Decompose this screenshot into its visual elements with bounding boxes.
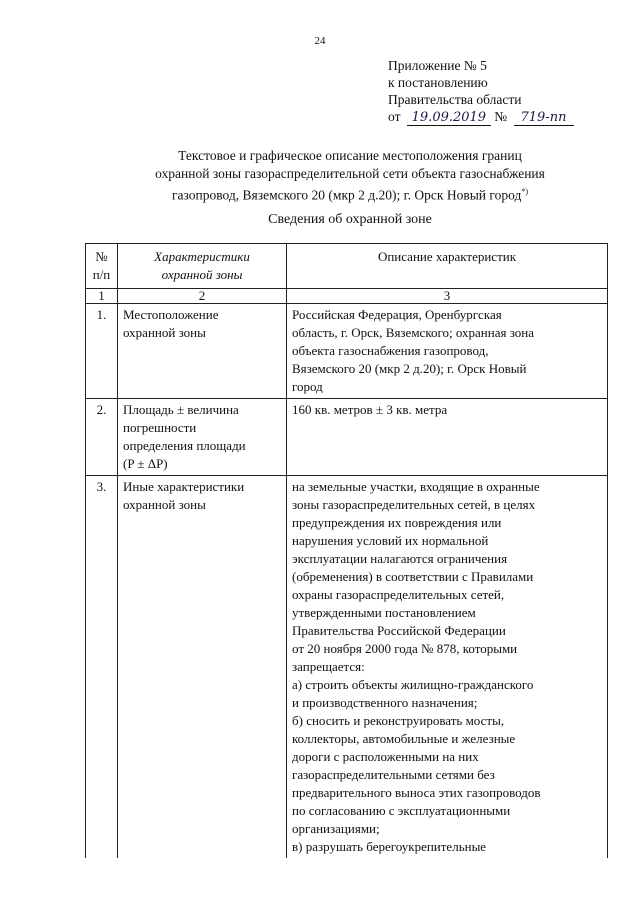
description-line: б) сносить и реконструировать мосты, [292,713,505,728]
description-line: Российская Федерация, Оренбургская [292,307,502,322]
appendix-block [388,57,574,126]
description-line: охраны газораспределительных сетей, [292,587,505,602]
page-number: 24 [314,35,326,47]
header-number-line-2: п/п [92,267,111,282]
appendix-date-line [388,108,574,126]
appendix-line-3: Правительства области [388,92,522,107]
description-line: 160 кв. метров ± 3 кв. метра [292,402,448,417]
description-line: Вяземского 20 (мкр 2 д.20); г. Орск Новый [292,361,527,376]
header-characteristics-line-1: Характеристики [154,249,250,264]
characteristic-name-line: Площадь ± величина [123,402,239,417]
description-line: в) разрушать берегоукрепительные [292,839,487,854]
title-line-2: охранной зоны газораспределительной сети объекта газоснабжения [155,166,545,181]
description-line: зоны газораспределительных сетей, в целях [292,497,536,512]
description-line: дороги с расположенными на них [292,749,479,764]
description-line: организациями; [292,821,380,836]
header-number [86,244,118,289]
description-line: город [292,379,323,394]
protection-zone-table [85,243,608,858]
description-line: предупреждения их повреждения или [292,515,502,530]
header-characteristics-line-2: охранной зоны [161,267,243,282]
description-line: нарушения условий их нормальной [292,533,489,548]
number-label: № [494,109,508,124]
table-row [86,399,608,476]
from-label: от [388,109,401,124]
row-number: 1. [86,304,118,399]
table-row [86,476,608,859]
description-line: газораспределительными сетями без [292,767,495,782]
title-line-3 [60,183,640,205]
characteristic-name-line: охранной зоны [123,497,206,512]
description-line: предварительного выноса этих газопроводов [292,785,541,800]
description-line: и производственного назначения; [292,695,478,710]
header-description: Описание характеристик [287,244,608,289]
description-line: эксплуатации налагаются ограничения [292,551,508,566]
handwritten-date: 19.09.2019 [407,111,491,126]
description-line: от 20 ноября 2000 года № 878, которыми [292,641,518,656]
appendix-line-1: Приложение № 5 [388,58,487,73]
footnote-mark: *) [521,187,528,196]
characteristic-name-line: (P ± ΔP) [123,456,168,471]
description-line: коллекторы, автомобильные и железные [292,731,516,746]
characteristic-name [118,476,287,859]
characteristic-name-line: определения площади [123,438,246,453]
handwritten-number: 719-пп [514,111,574,126]
title-line-1: Текстовое и графическое описание местоположения границ [178,148,522,163]
description-line: утвержденными постановлением [292,605,476,620]
table-row [86,304,608,399]
characteristic-name-line: Местоположение [123,307,219,322]
characteristic-name-line: погрешности [123,420,197,435]
column-index: 2 [118,289,287,304]
column-index-row [86,289,608,304]
characteristic-name [118,304,287,399]
header-characteristics [118,244,287,289]
row-number: 2. [86,399,118,476]
column-index: 3 [287,289,608,304]
section-subtitle: Сведения об охранной зоне [268,212,432,227]
header-number-line-1: № [95,249,108,264]
characteristic-description [287,476,608,859]
description-line: объекта газоснабжения газопровод, [292,343,489,358]
document-title [60,147,640,205]
description-line: а) строить объекты жилищно-гражданского [292,677,534,692]
title-line-3-text: газопровод, Вяземского 20 (мкр 2 д.20); г. Орск Новый город [172,187,522,203]
description-line: по согласованию с эксплуатационными [292,803,511,818]
characteristic-name [118,399,287,476]
description-line: область, г. Орск, Вяземского; охранная зона [292,325,534,340]
appendix-line-2: к постановлению [388,75,488,90]
column-index: 1 [86,289,118,304]
table-header-row [86,244,608,289]
description-line: (обременения) в соответствии с Правилами [292,569,534,584]
description-line: на земельные участки, входящие в охранные [292,479,540,494]
characteristic-name-line: Иные характеристики [123,479,245,494]
row-number: 3. [86,476,118,859]
description-line: запрещается: [292,659,365,674]
characteristic-name-line: охранной зоны [123,325,206,340]
characteristic-description [287,399,608,476]
description-line: Правительства Российской Федерации [292,623,506,638]
characteristic-description [287,304,608,399]
